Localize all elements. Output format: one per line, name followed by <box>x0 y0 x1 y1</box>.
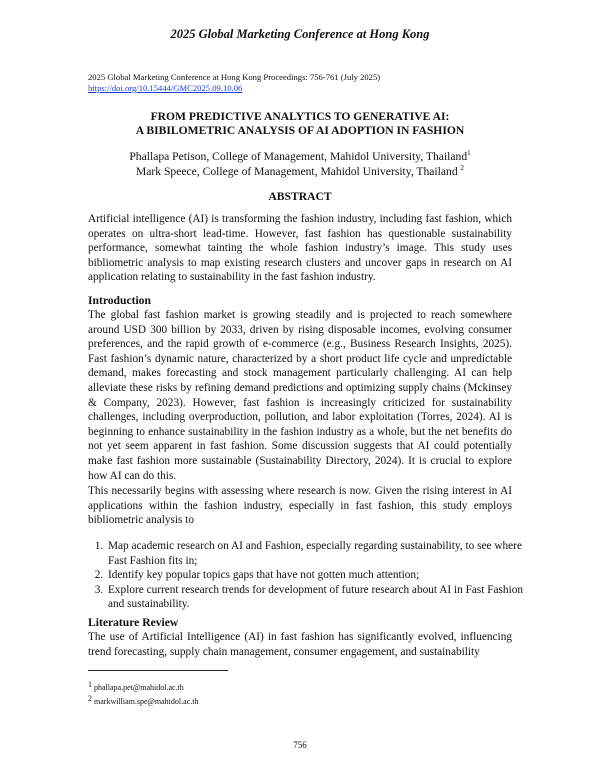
author-1 <box>0 150 600 165</box>
running-header: 2025 Global Marketing Conference at Hong Kong <box>170 27 430 41</box>
page-number: 756 <box>293 740 307 750</box>
paper-title <box>0 110 600 138</box>
footnote-1-mark: 1 <box>88 680 92 689</box>
author-2-footnote-mark: 2 <box>460 163 465 172</box>
footnote-2-email: markwilliam.spe@mahidol.ac.th <box>94 697 199 706</box>
footnote-2 <box>88 694 198 707</box>
author-2 <box>0 165 600 180</box>
proceedings-info <box>88 72 380 94</box>
author-2-affiliation: Mark Speece, College of Management, Mahidol University, Thailand <box>135 164 461 178</box>
proceedings-citation: 2025 Global Marketing Conference at Hong Kong Proceedings: 756-761 (July 2025) <box>88 72 381 82</box>
author-1-affiliation: Phallapa Petison, College of Management, Mahidol University, Thailand <box>129 150 468 163</box>
footnote-divider <box>88 670 228 671</box>
title-line-2: A BIBILOMETRIC ANALYSIS OF AI ADOPTION IN FASHION <box>135 124 465 137</box>
abstract-heading: ABSTRACT <box>268 190 332 203</box>
author-1-footnote-mark: 1 <box>467 149 471 157</box>
introduction-paragraph-1: The global fast fashion market is growing steadily and is projected to reach somewhere around USD 300 billion by 2033, driven by rising disposable incomes, evolving consumer preferences, and the rapid growth of e-commerce (e.g., Business Research Insights, 2025). Fast fashion’s dynamic nature, characterized by a short product life cycle and unpredictable demand, makes forecasting and stock management particularly challenging. AI can help alleviate these risks by refining demand predictions and optimizing supply chains (Mckinsey & Company, 2023). However, fast fashion is increasingly criticized for sustainability challenges, including overproduction, pollution, and labor exploitation (Torres, 2024). AI is beginning to enhance sustainability in the fashion industry as a whole, but the net benefits do not yet seem apparent in fast fashion. Some discussion suggests that AI could potentially make fast fashion more sustainable (Sustainability Directory, 2024). It is crucial to explore how AI can do this. <box>88 309 512 482</box>
author-list <box>0 150 600 179</box>
introduction-paragraph-2: This necessarily begins with assessing where research is now. Given the rising interest in AI applications within the fashion industry, especially in fast fashion, this study employs bibliometric analysis to <box>88 485 512 527</box>
footnote-1-email: phallapa.pet@mahidol.ac.th <box>94 683 184 692</box>
literature-review-heading: Literature Review <box>88 616 179 629</box>
objective-item: 1. Map academic research on AI and Fashion, especially regarding sustainability, to see where Fast Fashion fits in; <box>106 539 530 568</box>
objectives-list <box>88 539 530 612</box>
objective-item: 3. Explore current research trends for development of future research about AI in Fast Fashion and sustainability. <box>106 583 530 612</box>
doi-link[interactable]: https://doi.org/10.15444/GMC2025.09.10.06 <box>88 83 243 93</box>
objective-item: 2. Identify key popular topics gaps that have not gotten much attention; <box>106 568 530 583</box>
introduction-heading: Introduction <box>88 294 151 307</box>
footnote-2-mark: 2 <box>88 694 92 703</box>
title-line-1: FROM PREDICTIVE ANALYTICS TO GENERATIVE AI: <box>150 110 450 123</box>
abstract-text: Artificial intelligence (AI) is transforming the fashion industry, including fast fashion, which operates on ultra-short lead-time. However, fast fashion has questionable sustainability performance, somewhat tainting the whole fashion industry’s image. This study uses bibliometric analysis to map existing research clusters and uncover gaps in research on AI application relating to sustainability in the fast fashion industry. <box>88 213 512 284</box>
literature-review-text: The use of Artificial Intelligence (AI) in fast fashion has significantly evolved, influencing trend forecasting, supply chain management, consumer engagement, and sustainability <box>88 631 512 658</box>
footnote-1 <box>88 680 184 693</box>
